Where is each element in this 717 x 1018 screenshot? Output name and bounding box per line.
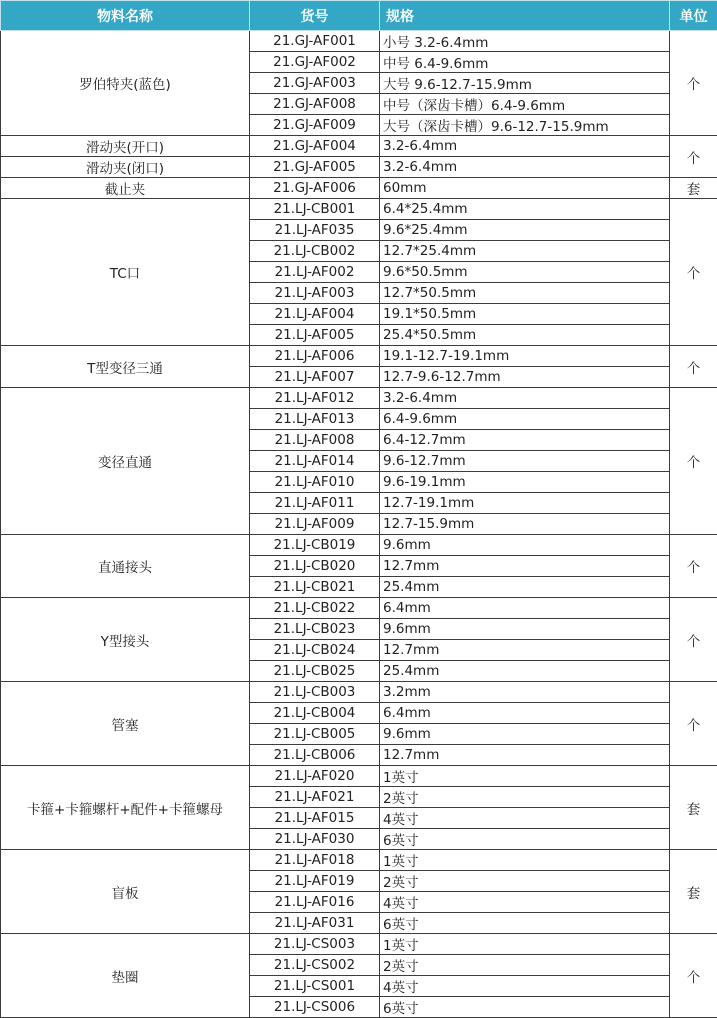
item-code: 21.LJ-CB019	[250, 535, 380, 556]
header-code: 货号	[250, 1, 380, 31]
item-code: 21.GJ-AF003	[250, 73, 380, 94]
item-code: 21.LJ-CS003	[250, 934, 380, 955]
item-code: 21.LJ-AF007	[250, 367, 380, 388]
item-code: 21.LJ-AF030	[250, 829, 380, 850]
item-spec: 9.6-12.7mm	[380, 451, 670, 472]
item-code: 21.GJ-AF006	[250, 178, 380, 199]
table-row	[1, 346, 717, 367]
item-code: 21.LJ-AF011	[250, 493, 380, 514]
item-spec: 6英寸	[380, 997, 670, 1018]
item-spec: 2英寸	[380, 787, 670, 808]
header-name: 物料名称	[1, 1, 250, 31]
item-spec: 25.4mm	[380, 577, 670, 598]
item-code: 21.LJ-AF016	[250, 892, 380, 913]
material-name: Y型接头	[1, 598, 250, 682]
item-spec: 9.6-19.1mm	[380, 472, 670, 493]
material-name: TC口	[1, 199, 250, 346]
header-spec: 规格	[380, 1, 670, 31]
table-row	[1, 136, 717, 157]
table-row	[1, 766, 717, 787]
item-unit: 套	[670, 178, 717, 199]
item-unit: 个	[670, 136, 717, 178]
item-code: 21.LJ-AF012	[250, 388, 380, 409]
item-code: 21.LJ-AF035	[250, 220, 380, 241]
item-code: 21.LJ-AF004	[250, 304, 380, 325]
item-spec: 中号（深齿卡槽）6.4-9.6mm	[380, 94, 670, 115]
item-code: 21.LJ-AF013	[250, 409, 380, 430]
item-unit: 个	[670, 199, 717, 346]
item-spec: 12.7-15.9mm	[380, 514, 670, 535]
item-spec: 6.4mm	[380, 598, 670, 619]
item-spec: 12.7mm	[380, 745, 670, 766]
item-code: 21.LJ-CB023	[250, 619, 380, 640]
item-spec: 25.4*50.5mm	[380, 325, 670, 346]
item-spec: 1英寸	[380, 850, 670, 871]
item-spec: 2英寸	[380, 955, 670, 976]
item-spec: 60mm	[380, 178, 670, 199]
item-spec: 12.7-19.1mm	[380, 493, 670, 514]
item-code: 21.GJ-AF008	[250, 94, 380, 115]
item-spec: 25.4mm	[380, 661, 670, 682]
item-spec: 19.1-12.7-19.1mm	[380, 346, 670, 367]
table-row	[1, 388, 717, 409]
item-unit: 套	[670, 850, 717, 934]
table-row	[1, 598, 717, 619]
item-code: 21.LJ-CS002	[250, 955, 380, 976]
item-code: 21.GJ-AF005	[250, 157, 380, 178]
item-code: 21.LJ-CB003	[250, 682, 380, 703]
item-spec: 中号 6.4-9.6mm	[380, 52, 670, 73]
material-name: 罗伯特夹(蓝色)	[1, 31, 250, 136]
header-row	[1, 1, 717, 31]
item-unit: 套	[670, 766, 717, 850]
item-code: 21.LJ-CB005	[250, 724, 380, 745]
item-spec: 6.4-9.6mm	[380, 409, 670, 430]
item-spec: 4英寸	[380, 976, 670, 997]
table-row	[1, 178, 717, 199]
item-unit: 个	[670, 598, 717, 682]
table-row	[1, 199, 717, 220]
item-code: 21.LJ-AF005	[250, 325, 380, 346]
item-code: 21.GJ-AF002	[250, 52, 380, 73]
item-code: 21.GJ-AF001	[250, 31, 380, 52]
item-spec: 3.2mm	[380, 682, 670, 703]
item-code: 21.LJ-AF003	[250, 283, 380, 304]
item-code: 21.LJ-AF008	[250, 430, 380, 451]
item-spec: 大号 9.6-12.7-15.9mm	[380, 73, 670, 94]
item-spec: 9.6mm	[380, 724, 670, 745]
material-name: 垫圈	[1, 934, 250, 1018]
item-code: 21.GJ-AF009	[250, 115, 380, 136]
item-unit: 个	[670, 346, 717, 388]
material-name: 滑动夹(开口)	[1, 136, 250, 157]
item-spec: 12.7-9.6-12.7mm	[380, 367, 670, 388]
item-code: 21.LJ-AF006	[250, 346, 380, 367]
item-spec: 4英寸	[380, 808, 670, 829]
item-spec: 3.2-6.4mm	[380, 388, 670, 409]
item-spec: 12.7mm	[380, 640, 670, 661]
item-code: 21.LJ-AF020	[250, 766, 380, 787]
item-unit: 个	[670, 388, 717, 535]
item-unit: 个	[670, 934, 717, 1018]
item-code: 21.LJ-AF002	[250, 262, 380, 283]
item-spec: 6.4mm	[380, 703, 670, 724]
item-code: 21.LJ-AF010	[250, 472, 380, 493]
item-code: 21.LJ-AF018	[250, 850, 380, 871]
item-spec: 6英寸	[380, 913, 670, 934]
material-name: 变径直通	[1, 388, 250, 535]
item-spec: 3.2-6.4mm	[380, 157, 670, 178]
item-code: 21.LJ-CB025	[250, 661, 380, 682]
item-code: 21.LJ-AF009	[250, 514, 380, 535]
material-name: T型变径三通	[1, 346, 250, 388]
item-unit: 个	[670, 31, 717, 136]
item-code: 21.LJ-CB001	[250, 199, 380, 220]
item-spec: 6.4-12.7mm	[380, 430, 670, 451]
item-code: 21.LJ-AF031	[250, 913, 380, 934]
material-name: 管塞	[1, 682, 250, 766]
table-row	[1, 535, 717, 556]
item-code: 21.LJ-CB022	[250, 598, 380, 619]
item-spec: 3.2-6.4mm	[380, 136, 670, 157]
item-spec: 19.1*50.5mm	[380, 304, 670, 325]
item-spec: 9.6mm	[380, 535, 670, 556]
material-name: 滑动夹(闭口)	[1, 157, 250, 178]
item-spec: 1英寸	[380, 766, 670, 787]
item-spec: 12.7*25.4mm	[380, 241, 670, 262]
item-unit: 个	[670, 682, 717, 766]
item-code: 21.LJ-CB024	[250, 640, 380, 661]
item-spec: 4英寸	[380, 892, 670, 913]
table-row	[1, 31, 717, 52]
item-code: 21.LJ-CS006	[250, 997, 380, 1018]
item-code: 21.LJ-CB021	[250, 577, 380, 598]
item-spec: 9.6*50.5mm	[380, 262, 670, 283]
item-spec: 12.7mm	[380, 556, 670, 577]
item-spec: 6英寸	[380, 829, 670, 850]
table-row	[1, 157, 717, 178]
item-code: 21.LJ-CB020	[250, 556, 380, 577]
item-spec: 6.4*25.4mm	[380, 199, 670, 220]
item-code: 21.LJ-AF014	[250, 451, 380, 472]
item-spec: 9.6mm	[380, 619, 670, 640]
material-name: 直通接头	[1, 535, 250, 598]
item-code: 21.LJ-AF019	[250, 871, 380, 892]
material-name: 截止夹	[1, 178, 250, 199]
item-code: 21.LJ-CB004	[250, 703, 380, 724]
material-name: 卡箍+卡箍螺杆+配件+卡箍螺母	[1, 766, 250, 850]
table-row	[1, 682, 717, 703]
item-code: 21.LJ-CS001	[250, 976, 380, 997]
header-unit: 单位	[670, 1, 717, 31]
material-name: 盲板	[1, 850, 250, 934]
item-spec: 12.7*50.5mm	[380, 283, 670, 304]
item-code: 21.LJ-AF015	[250, 808, 380, 829]
item-code: 21.GJ-AF004	[250, 136, 380, 157]
item-code: 21.LJ-CB002	[250, 241, 380, 262]
item-code: 21.LJ-AF021	[250, 787, 380, 808]
table-row	[1, 850, 717, 871]
item-spec: 1英寸	[380, 934, 670, 955]
table-row	[1, 934, 717, 955]
item-code: 21.LJ-CB006	[250, 745, 380, 766]
item-spec: 小号 3.2-6.4mm	[380, 31, 670, 52]
item-spec: 大号（深齿卡槽）9.6-12.7-15.9mm	[380, 115, 670, 136]
item-spec: 9.6*25.4mm	[380, 220, 670, 241]
item-spec: 2英寸	[380, 871, 670, 892]
item-unit: 个	[670, 535, 717, 598]
